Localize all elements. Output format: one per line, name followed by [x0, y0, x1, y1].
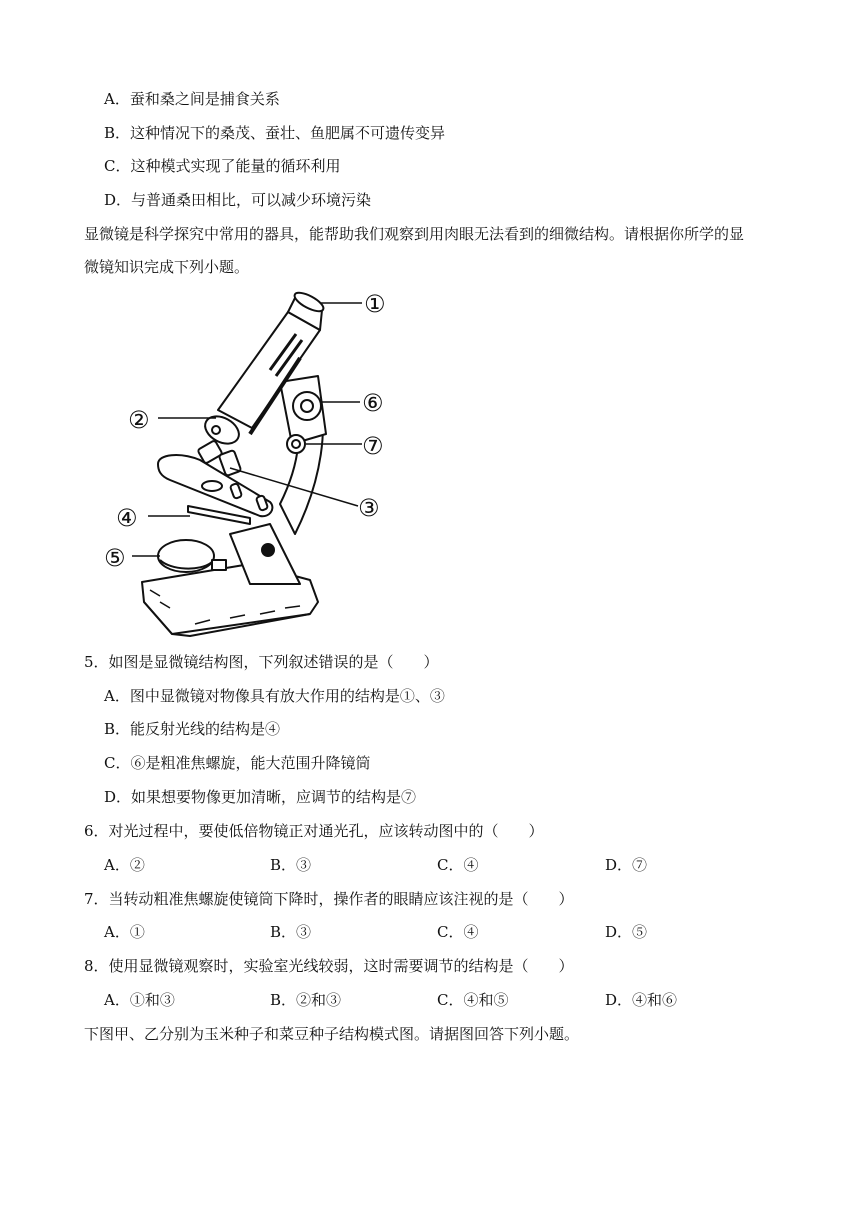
q7-stem: 7．当转动粗准焦螺旋使镜筒下降时，操作者的眼睛应该注视的是（ ） — [84, 890, 574, 908]
label-4: ④ — [116, 504, 138, 532]
q6-option-a: A．② — [104, 856, 145, 874]
mirror — [158, 540, 214, 572]
label-2: ② — [128, 406, 150, 434]
q6-options — [0, 854, 860, 876]
q8-option-d: D．④和⑥ — [605, 991, 678, 1009]
label-1: ① — [364, 290, 386, 318]
prev-option-a: A．蚕和桑之间是捕食关系 — [104, 90, 280, 108]
q5-option-a: A．图中显微镜对物像具有放大作用的结构是①、③ — [104, 687, 445, 705]
label-3: ③ — [358, 494, 380, 522]
q8-options — [0, 989, 860, 1011]
q8-option-b: B．②和③ — [270, 991, 342, 1009]
outro-text: 下图甲、乙分别为玉米种子和菜豆种子结构模式图。请据图回答下列小题。 — [84, 1025, 580, 1043]
q8-option-a: A．①和③ — [104, 991, 175, 1009]
q8-option-c: C．④和⑤ — [437, 991, 509, 1009]
label-6: ⑥ — [362, 389, 384, 417]
q6-stem: 6．对光过程中，要使低倍物镜正对通光孔，应该转动图中的（ ） — [84, 822, 544, 840]
q6-option-b: B．③ — [270, 856, 312, 874]
q7-option-a: A．① — [104, 923, 145, 941]
q8-stem: 8．使用显微镜观察时，实验室光线较弱，这时需要调节的结构是（ ） — [84, 957, 574, 975]
q6-option-c: C．④ — [437, 856, 479, 874]
q5-stem: 5．如图是显微镜结构图，下列叙述错误的是（ ） — [84, 653, 439, 671]
q5-option-c: C．⑥是粗准焦螺旋，能大范围升降镜筒 — [104, 754, 371, 772]
prev-option-b: B．这种情况下的桑茂、蚕壮、鱼肥属不可遗传变异 — [104, 124, 446, 142]
q7-options — [0, 921, 860, 943]
q7-option-b: B．③ — [270, 923, 312, 941]
intro-line-1: 显微镜是科学探究中常用的器具，能帮助我们观察到用肉眼无法看到的细微结构。请根据你所学的显 — [84, 225, 745, 243]
label-5: ⑤ — [104, 544, 126, 572]
q5-option-b: B．能反射光线的结构是④ — [104, 720, 281, 738]
label-7: ⑦ — [362, 432, 384, 460]
q7-option-d: D．⑤ — [605, 923, 648, 941]
prev-option-d: D．与普通桑田相比，可以减少环境污染 — [104, 191, 372, 209]
q5-option-d: D．如果想要物像更加清晰，应调节的结构是⑦ — [104, 788, 417, 806]
q7-option-c: C．④ — [437, 923, 479, 941]
microscope-figure — [100, 284, 400, 644]
q6-option-d: D．⑦ — [605, 856, 648, 874]
prev-option-c: C．这种模式实现了能量的循环利用 — [104, 157, 341, 175]
intro-line-2: 微镜知识完成下列小题。 — [84, 258, 250, 276]
